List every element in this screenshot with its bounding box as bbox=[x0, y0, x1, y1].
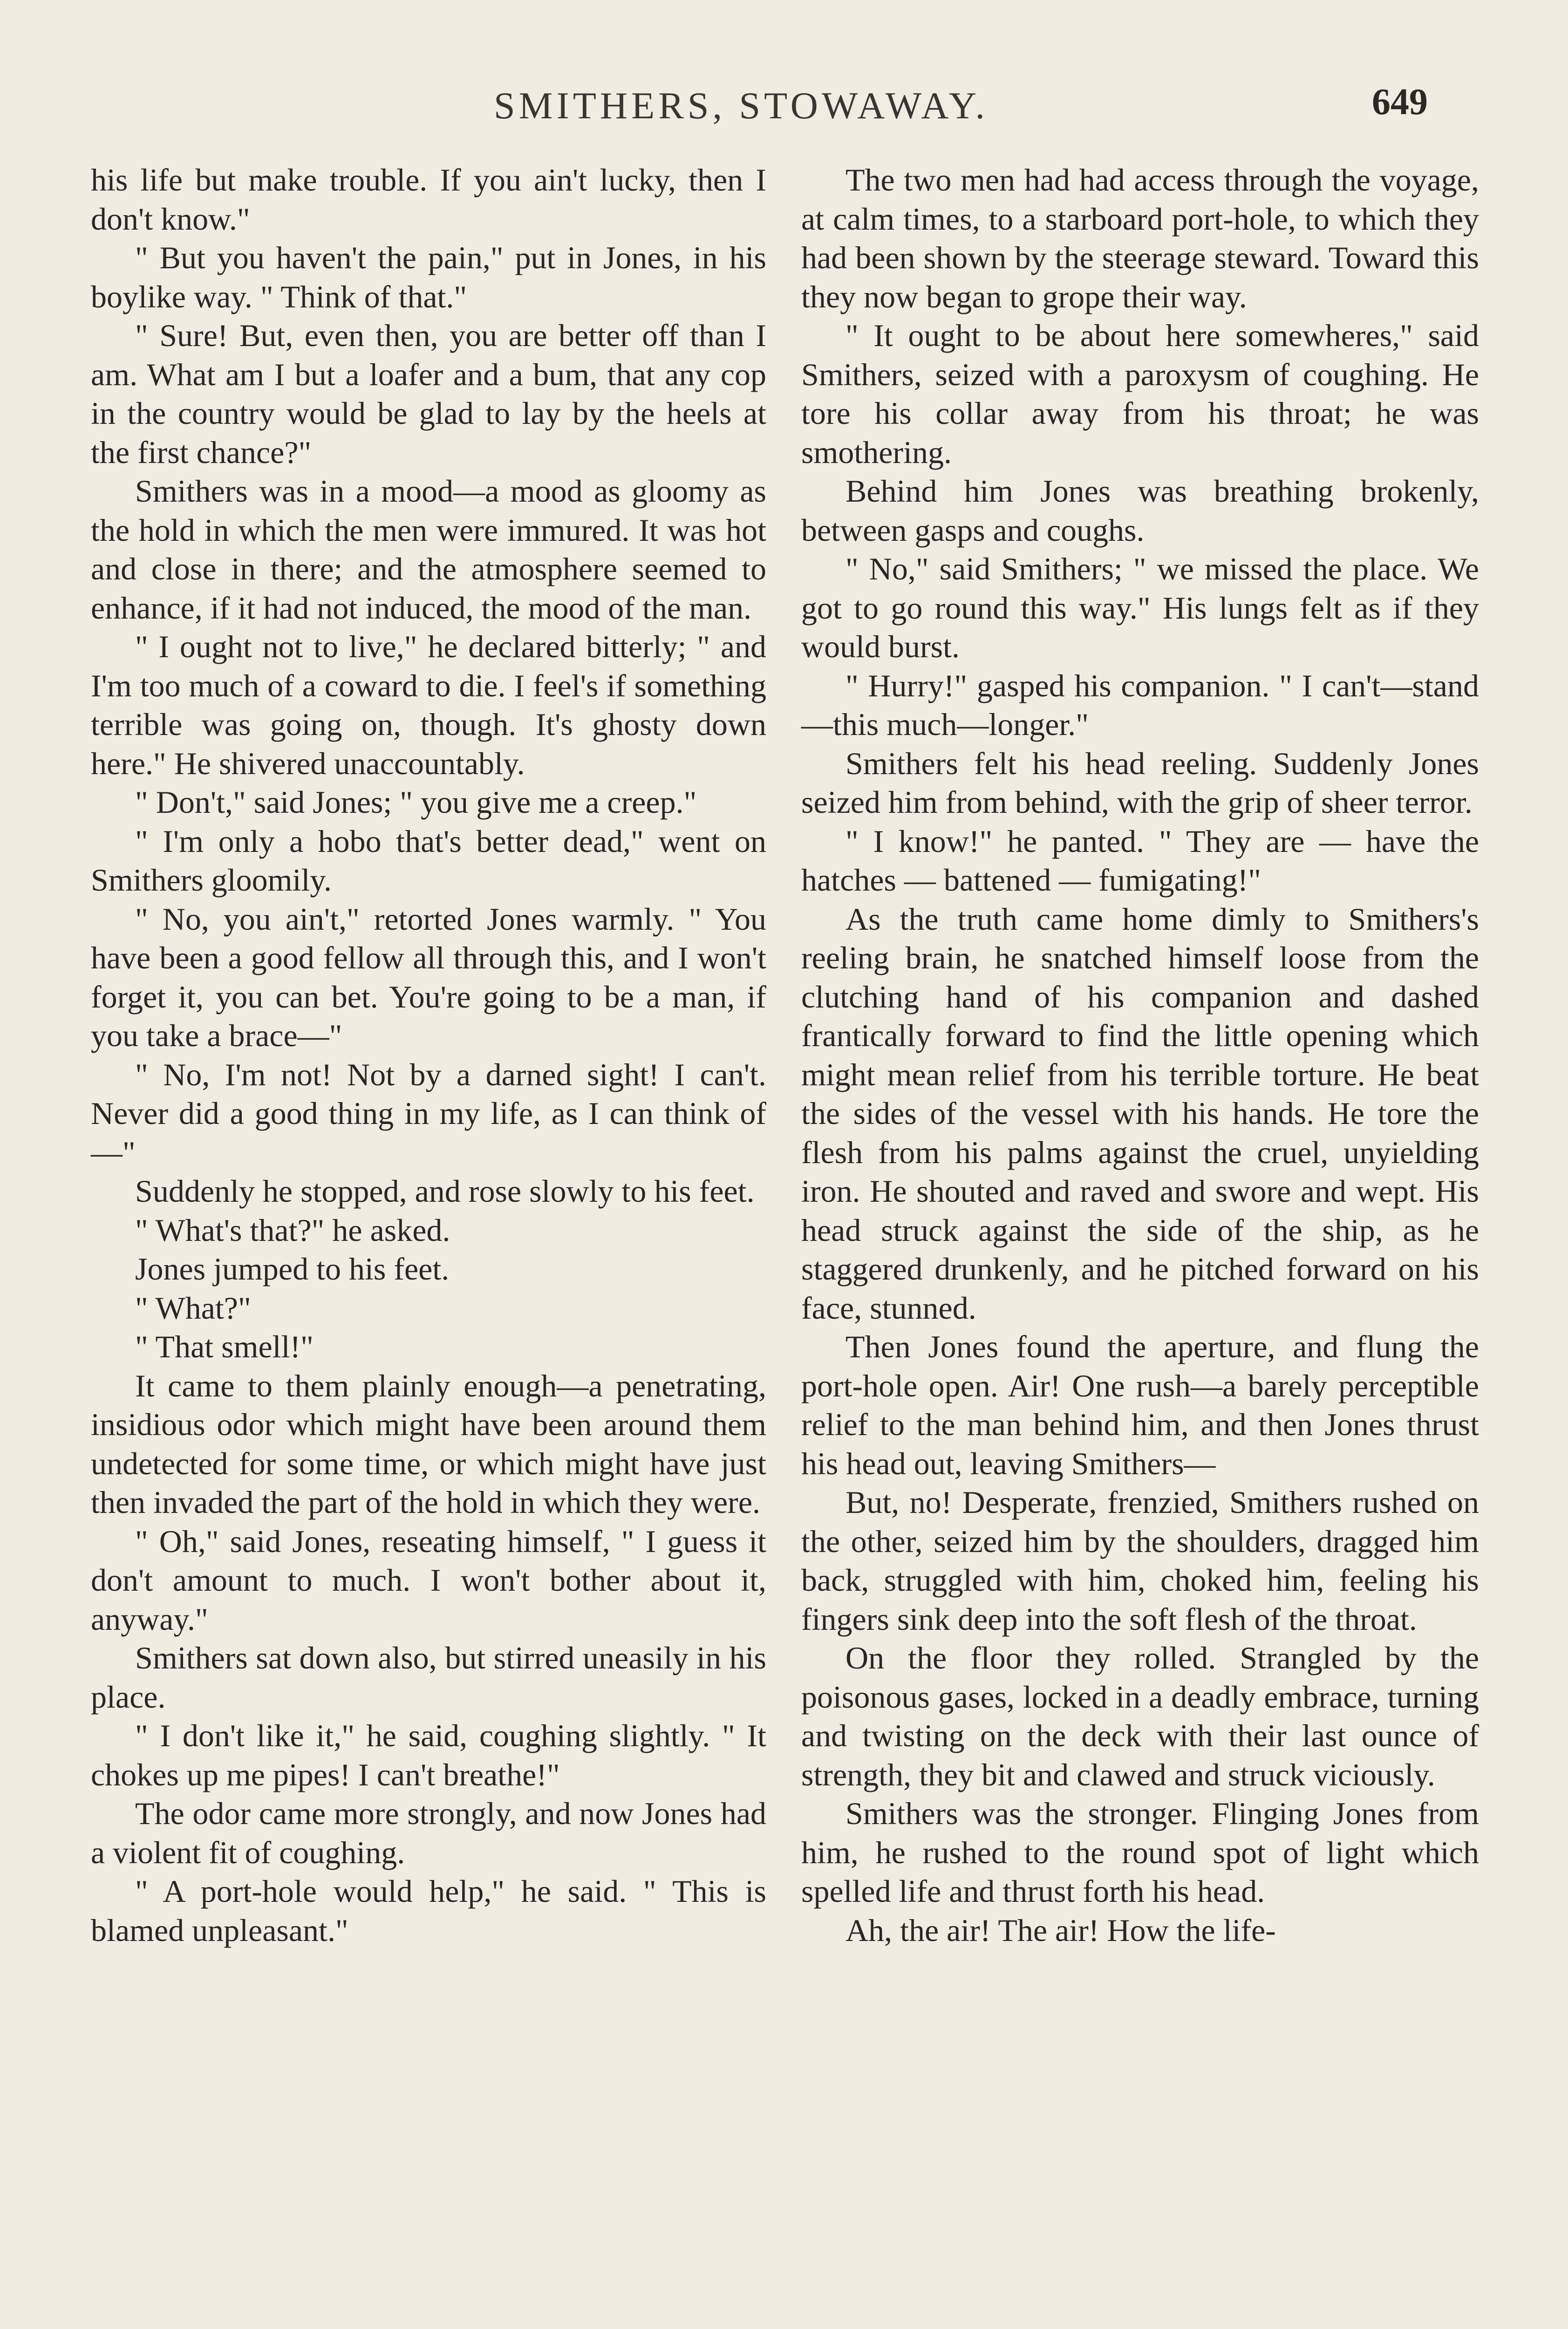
paragraph: his life but make trouble. If you ain't lucky, then I don't know." bbox=[91, 162, 766, 237]
paragraph: Ah, the air! The air! How the life- bbox=[845, 1912, 1276, 1948]
page-number: 649 bbox=[1372, 82, 1428, 123]
paragraph: But, no! Desperate, frenzied, Smithers rushed on the other, seized him by the shoulders, dragged him back, struggled with him, choked him, feeling his fingers sink deep into the soft flesh of the throat. bbox=[801, 1485, 1479, 1637]
paragraph: Smithers felt his head reeling. Suddenly Jones seized him from behind, with the grip of sheer terror. bbox=[801, 745, 1479, 820]
paragraph: " It ought to be about here somewheres," said Smithers, seized with a paroxysm of coughing. He tore his collar away from his throat; he was smothering. bbox=[801, 318, 1479, 470]
paragraph: " No," said Smithers; " we missed the place. We got to go round this way." His lungs felt as if they would burst. bbox=[801, 551, 1479, 664]
paragraph: On the floor they rolled. Strangled by the poisonous gases, locked in a deadly embrace, turning and twisting on the deck with their last ounce of strength, they bit and clawed and struck viciously. bbox=[801, 1640, 1479, 1792]
paragraph: " No, I'm not! Not by a darned sight! I can't. Never did a good thing in my life, as I can think of—" bbox=[91, 1056, 766, 1170]
paragraph: It came to them plainly enough—a penetrating, insidious odor which might have been around them undetected for some time, or which might have just then invaded the part of the hold in which they were. bbox=[91, 1368, 766, 1520]
paragraph: " I'm only a hobo that's better dead," went on Smithers gloomily. bbox=[91, 823, 766, 898]
paragraph: " What?" bbox=[135, 1290, 251, 1326]
right-column bbox=[801, 161, 1479, 1950]
paragraph: Behind him Jones was breathing brokenly, between gasps and coughs. bbox=[801, 473, 1479, 548]
paragraph: Then Jones found the aperture, and flung the port-hole open. Air! One rush—a barely perceptible relief to the man behind him, and then Jones thrust his head out, leaving Smithers— bbox=[801, 1329, 1479, 1481]
paragraph: " No, you ain't," retorted Jones warmly. " You have been a good fellow all through this, and I won't forget it, you can bet. You're going to be a man, if you take a brace—" bbox=[91, 901, 766, 1053]
paragraph: As the truth came home dimly to Smithers's reeling brain, he snatched himself loose from the clutching hand of his companion and dashed frantically forward to find the little opening which might mean relief from his terrible torture. He beat the sides of the vessel with his hands. He tore the flesh from his palms against the cruel, unyielding iron. He shouted and raved and swore and wept. His head struck against the side of the ship, as he staggered drunkenly, and he pitched forward on his face, stunned. bbox=[801, 901, 1479, 1326]
paragraph: " Hurry!" gasped his companion. " I can't—stand—this much—longer." bbox=[801, 667, 1479, 742]
paragraph: Smithers sat down also, but stirred uneasily in his place. bbox=[91, 1640, 766, 1715]
paragraph: " I know!" he panted. " They are — have the hatches — battened — fumigating!" bbox=[801, 823, 1479, 898]
paragraph: The two men had had access through the voyage, at calm times, to a starboard port-hole, to which they had been shown by the steerage steward. Toward this they now began to grope their way. bbox=[801, 162, 1479, 314]
paragraph: Smithers was in a mood—a mood as gloomy as the hold in which the men were immured. It was hot and close in there; and the atmosphere seemed to enhance, if it had not induced, the mood of the man. bbox=[91, 473, 766, 626]
page-header bbox=[0, 79, 1568, 135]
paragraph: " Don't," said Jones; " you give me a creep." bbox=[135, 784, 697, 820]
left-column bbox=[91, 161, 766, 1950]
paragraph: " Oh," said Jones, reseating himself, " I guess it don't amount to much. I won't bother about it, anyway." bbox=[91, 1523, 766, 1637]
paragraph: " I don't like it," he said, coughing slightly. " It chokes up me pipes! I can't breathe!" bbox=[91, 1718, 766, 1792]
paragraph: " But you haven't the pain," put in Jones, in his boylike way. " Think of that." bbox=[91, 240, 766, 314]
paragraph: Jones jumped to his feet. bbox=[135, 1251, 450, 1287]
paragraph: " That smell!" bbox=[135, 1329, 314, 1364]
paragraph: " I ought not to live," he declared bitterly; " and I'm too much of a coward to die. I feel's if something terrible was going on, though. It's ghosty down here." He shivered unaccountably. bbox=[91, 629, 766, 781]
paragraph: " A port-hole would help," he said. " This is blamed unpleasant." bbox=[91, 1873, 766, 1948]
paragraph: Suddenly he stopped, and rose slowly to his feet. bbox=[135, 1173, 755, 1209]
running-title: SMITHERS, STOWAWAY. bbox=[494, 84, 989, 127]
paragraph: The odor came more strongly, and now Jones had a violent fit of coughing. bbox=[91, 1796, 766, 1870]
paragraph: Smithers was the stronger. Flinging Jones from him, he rushed to the round spot of light which spelled life and thrust forth his head. bbox=[801, 1796, 1479, 1909]
paragraph: " Sure! But, even then, you are better off than I am. What am I but a loafer and a bum, that any cop in the country would be glad to lay by the heels at the first chance?" bbox=[91, 318, 766, 470]
paragraph: " What's that?" he asked. bbox=[135, 1212, 450, 1248]
